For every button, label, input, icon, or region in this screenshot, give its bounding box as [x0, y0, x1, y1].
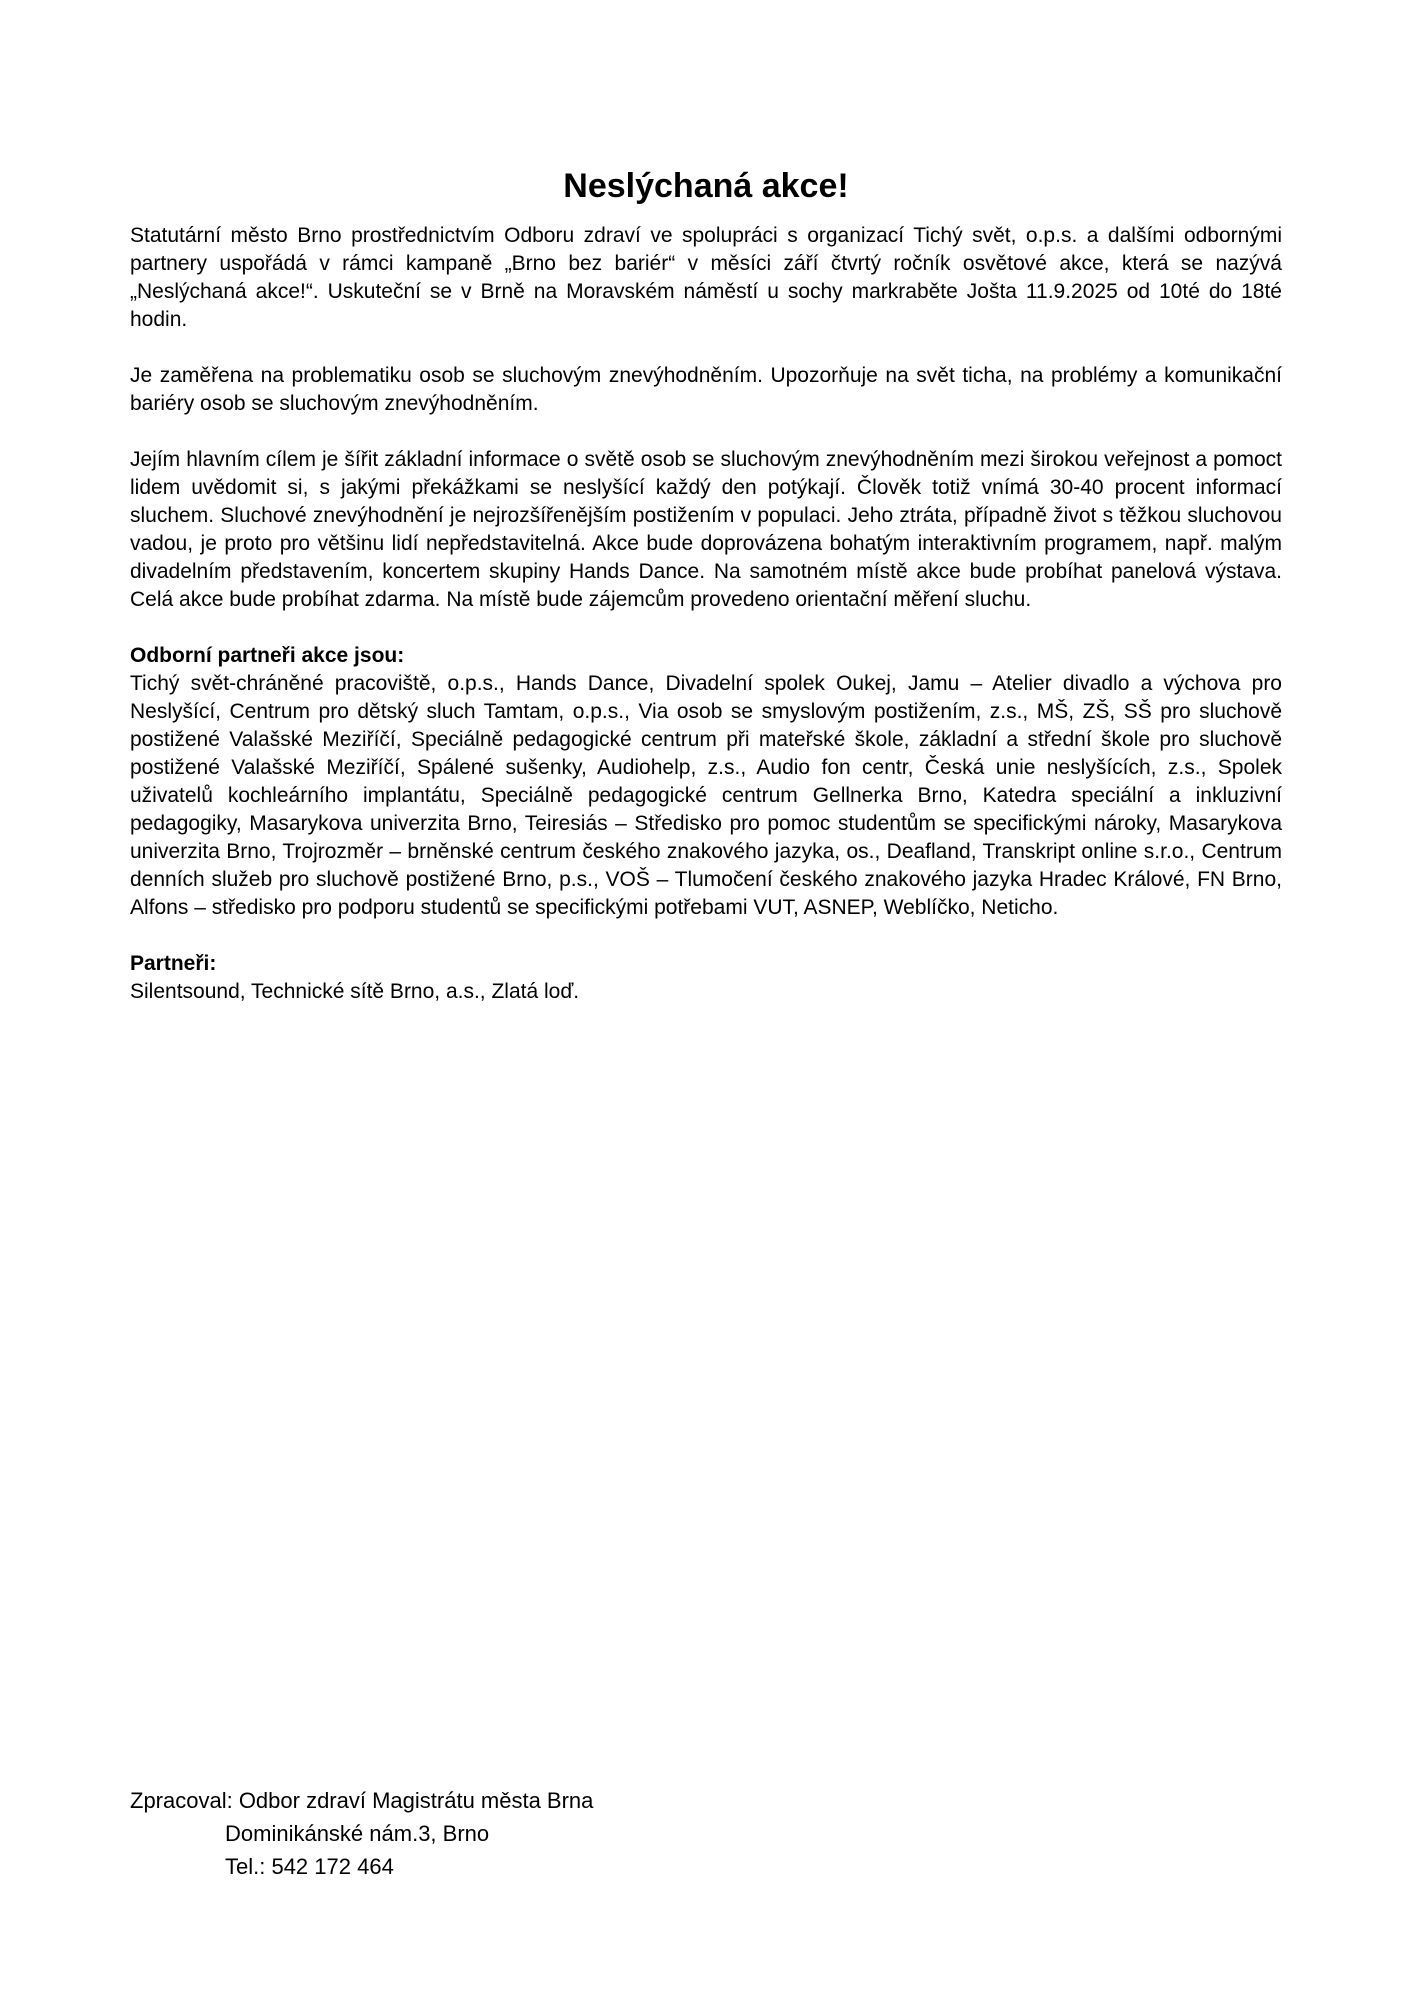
intro-paragraph-1: Statutární město Brno prostřednictvím Odboru zdraví ve spolupráci s organizací Tichý svět, o.p.s. a dalšími odbornými partnery uspořádá v rámci kampaně „Brno bez bariér“ v měsíci září čtvrtý ročník osvětové akce, která se nazývá „Neslýchaná akce!“. Uskuteční se v Brně na Moravském náměstí u sochy markraběte Jošta 11.9.2025 od 10té do 18té hodin.	[130, 224, 1282, 331]
intro-paragraph-3: Jejím hlavním cílem je šířit základní informace o světě osob se sluchovým znevýhodněním mezi širokou veřejnost a pomoct lidem uvědomit si, s jakými překážkami se neslyšící každý den potýkají. Člověk totiž vnímá 30-40 procent informací sluchem. Sluchové znevýhodnění je nejrozšířenějším postižením v populaci. Jeho ztráta, případně život s těžkou sluchovou vadou, je proto pro většinu lidí nepředstavitelná. Akce bude doprovázena bohatým interaktivním programem, např. malým divadelním představením, koncertem skupiny Hands Dance. Na samotném místě akce bude probíhat panelová výstava. Celá akce bude probíhat zdarma. Na místě bude zájemcům provedeno orientační měření sluchu.	[130, 448, 1282, 611]
general-partners-section	[130, 950, 1282, 1006]
general-partners-list: Silentsound, Technické sítě Brno, a.s., Zlatá loď.	[130, 980, 580, 1003]
expert-partners-list: Tichý svět-chráněné pracoviště, o.p.s., Hands Dance, Divadelní spolek Oukej, Jamu – Atelier divadlo a výchova pro Neslyšící, Centrum pro dětský sluch Tamtam, o.p.s., Via osob se smyslovým postižením, z.s., MŠ, ZŠ, SŠ pro sluchově postižené Valašské Meziříčí, Speciálně pedagogické centrum při mateřské škole, základní a střední škole pro sluchově postižené Valašské Meziříčí, Spálené sušenky, Audiohelp, z.s., Audio fon centr, Česká unie neslyšících, z.s., Spolek uživatelů kochleárního implantátu, Speciálně pedagogické centrum Gellnerka Brno, Katedra speciální a inkluzivní pedagogiky, Masarykova univerzita Brno, Teiresiás – Středisko pro pomoc studentům se specifickými nároky, Masarykova univerzita Brno, Trojrozměr – brněnské centrum českého znakového jazyka, os., Deafland, Transkript online s.r.o., Centrum denních služeb pro sluchově postižené Brno, p.s., VOŠ – Tlumočení českého znakového jazyka Hradec Králové, FN Brno, Alfons – středisko pro podporu studentů se specifickými potřebami VUT, ASNEP, Weblíčko, Neticho.	[130, 672, 1282, 919]
intro-paragraph-2: Je zaměřena na problematiku osob se sluchovým znevýhodněním. Upozorňuje na svět ticha, na problémy a komunikační bariéry osob se sluchovým znevýhodněním.	[130, 364, 1282, 415]
footer-phone-line: Tel.: 542 172 464	[225, 1854, 394, 1879]
footer-contact-block	[130, 1784, 593, 1883]
general-partners-heading: Partneři:	[130, 952, 217, 975]
expert-partners-section	[130, 642, 1282, 922]
footer-address-line: Dominikánské nám.3, Brno	[225, 1821, 490, 1846]
footer-author-line: Zpracoval: Odbor zdraví Magistrátu města Brna	[130, 1788, 594, 1813]
expert-partners-heading: Odborní partneři akce jsou:	[130, 644, 405, 667]
document-title: Neslýchaná akce!	[563, 167, 849, 205]
